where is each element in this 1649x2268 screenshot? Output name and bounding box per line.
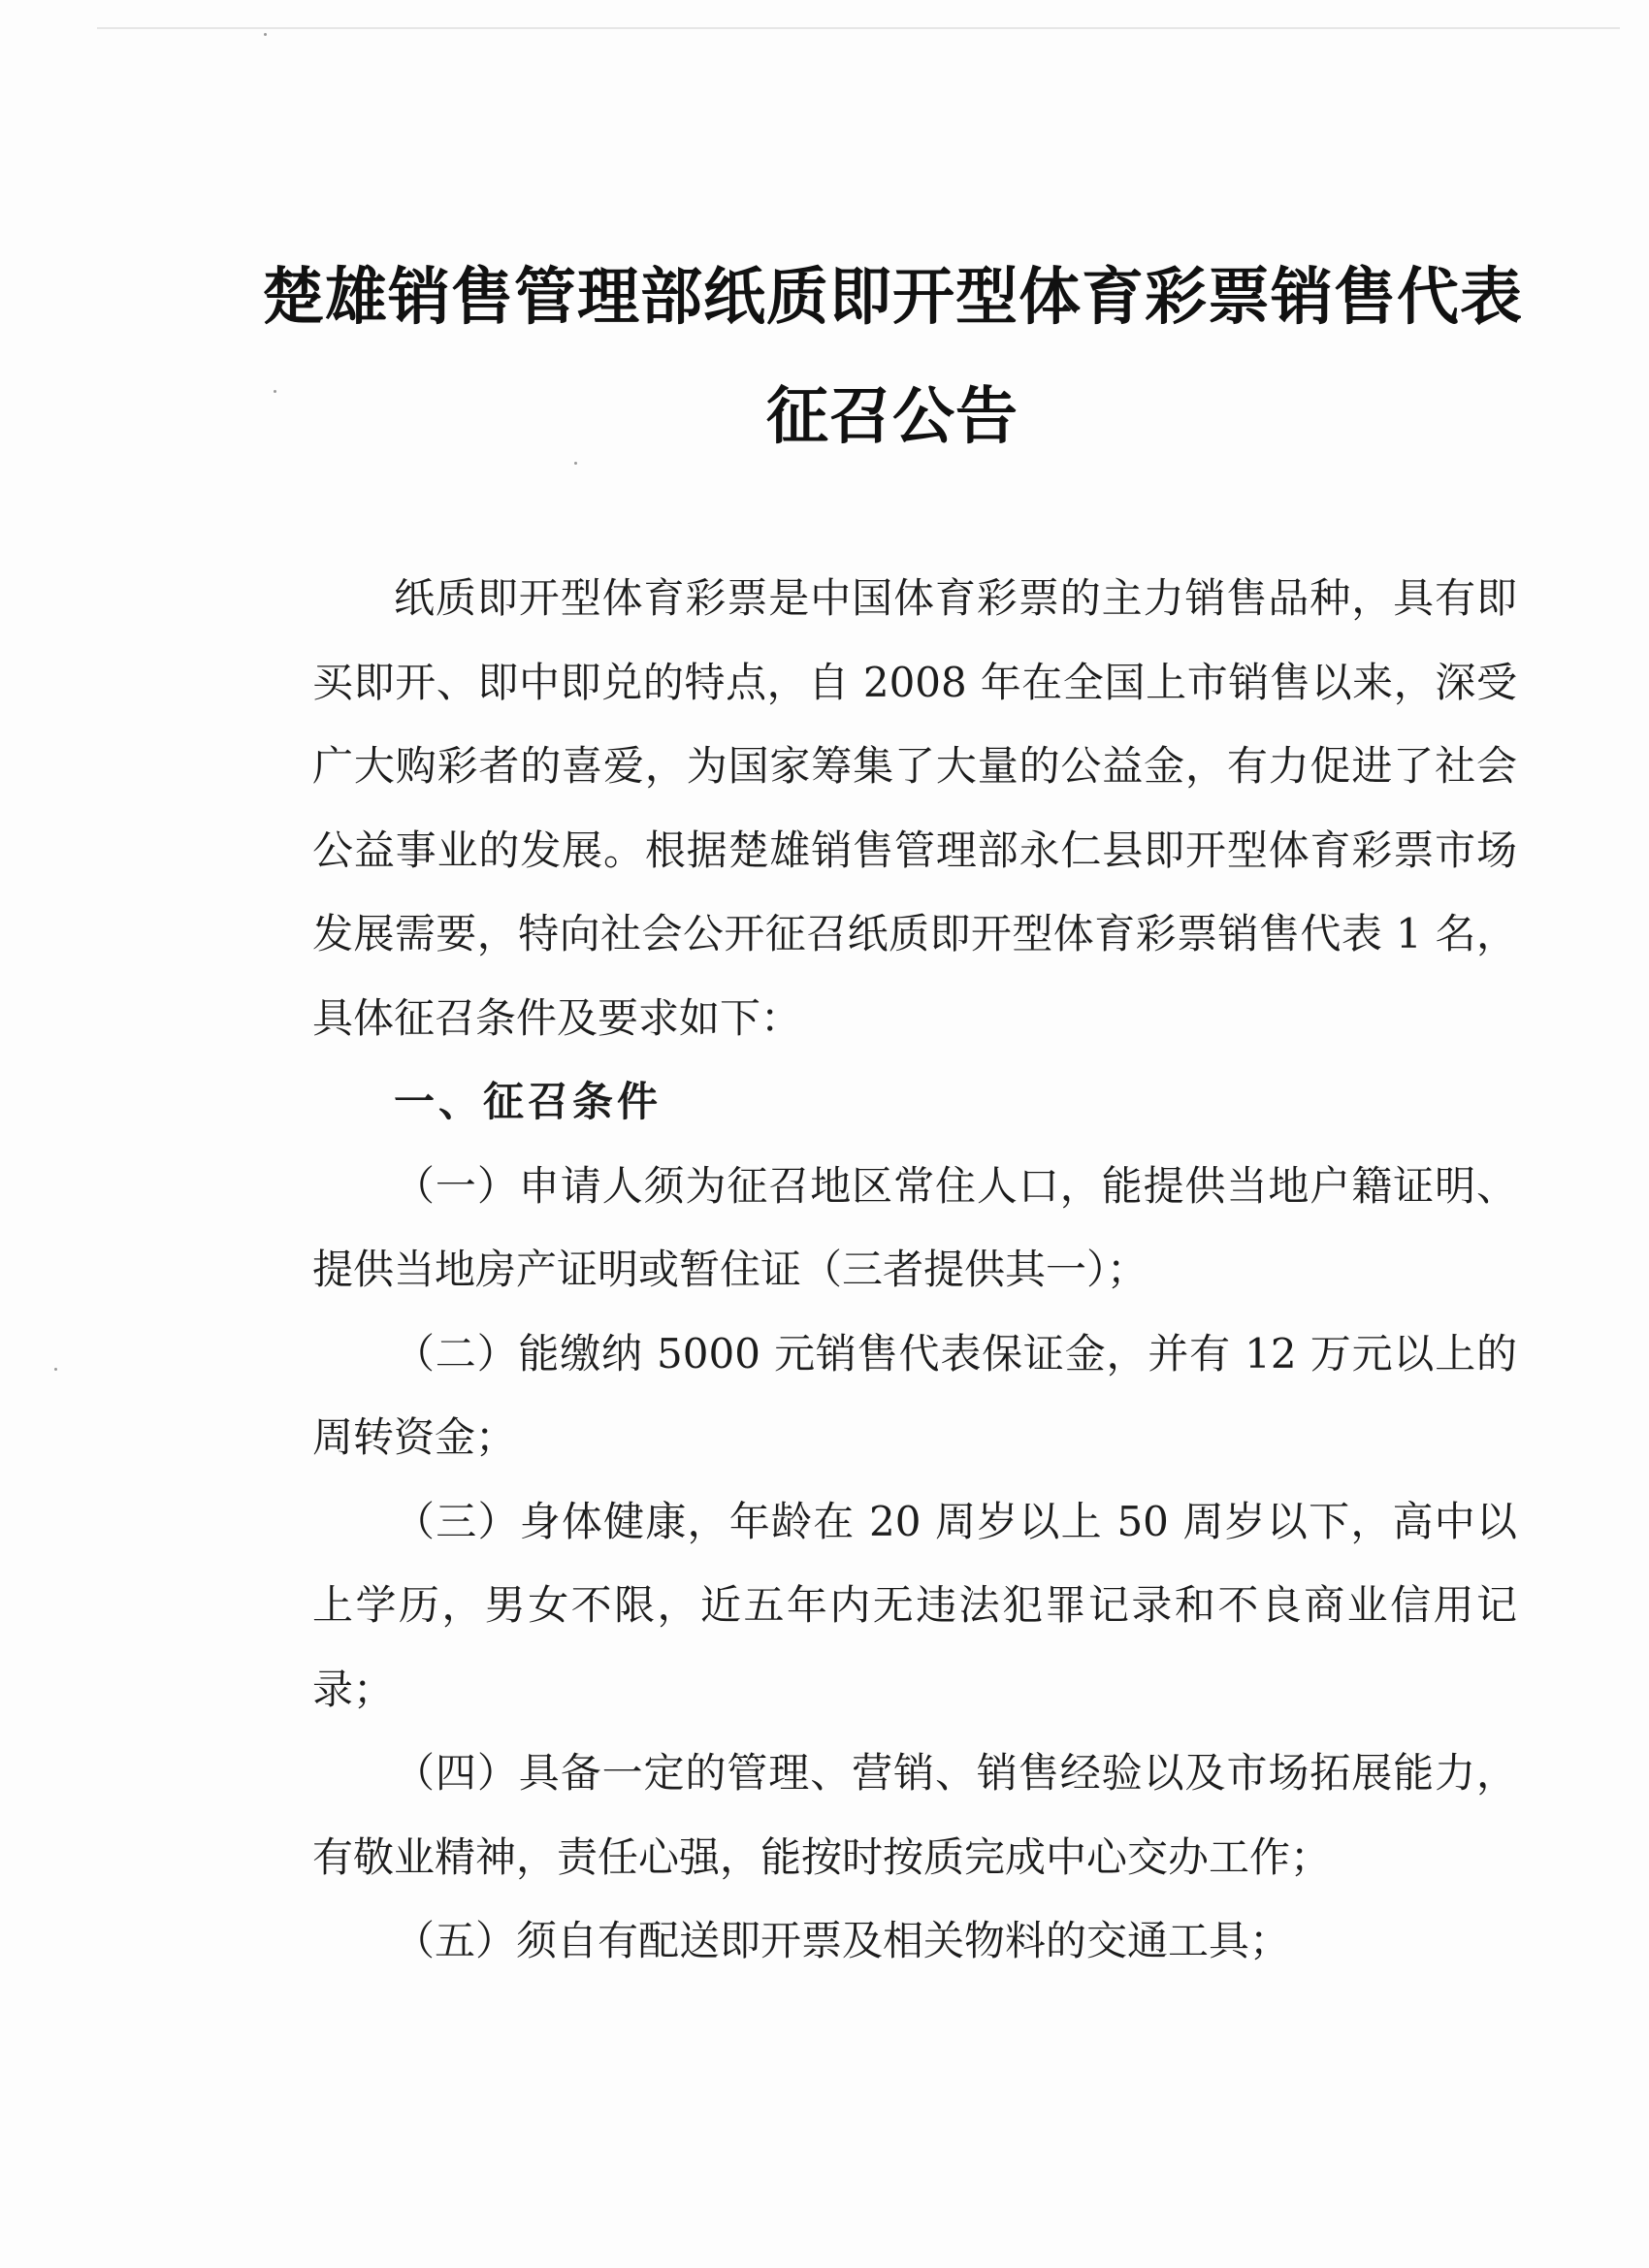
scan-speck: [574, 462, 577, 465]
condition-item: （四）具备一定的管理、营销、销售经验以及市场拓展能力，有敬业精神，责任心强，能按时按质完成中心交办工作；: [312, 1749, 1517, 1881]
intro-paragraph: 纸质即开型体育彩票是中国体育彩票的主力销售品种，具有即买即开、即中即兑的特点，自 2008 年在全国上市销售以来，深受广大购彩者的喜爱，为国家筹集了大量的公益金，有力促进了社会公益事业的发展。根据楚雄销售管理部永仁县即开型体育彩票市场发展需要，特向社会公开征召纸质即开型体育彩票销售代表 1 名，具体征召条件及要求如下：: [312, 574, 1517, 1042]
condition-item: （五）须自有配送即开票及相关物料的交通工具；: [394, 1917, 1291, 1964]
condition-item: （三）身体健康，年龄在 20 周岁以上 50 周岁以下，高中以上学历，男女不限，近五年内无违法犯罪记录和不良商业信用记录；: [312, 1497, 1517, 1713]
scan-speck: [264, 33, 267, 36]
section-heading: 一、征召条件: [394, 1078, 663, 1125]
document-title-line-1: 楚雄销售管理部纸质即开型体育彩票销售代表: [262, 262, 1523, 334]
condition-item: （二）能缴纳 5000 元销售代表保证金，并有 12 万元以上的周转资金；: [312, 1329, 1517, 1461]
scan-speck: [54, 1368, 57, 1371]
condition-item: （一）申请人须为征召地区常住人口，能提供当地户籍证明、提供当地房产证明或暂住证（三者提供其一）；: [312, 1161, 1517, 1293]
document-body: [312, 557, 1517, 1984]
document-title-line-2: 征召公告: [766, 381, 1018, 453]
scan-edge: [97, 27, 1620, 29]
scan-speck: [274, 390, 276, 393]
